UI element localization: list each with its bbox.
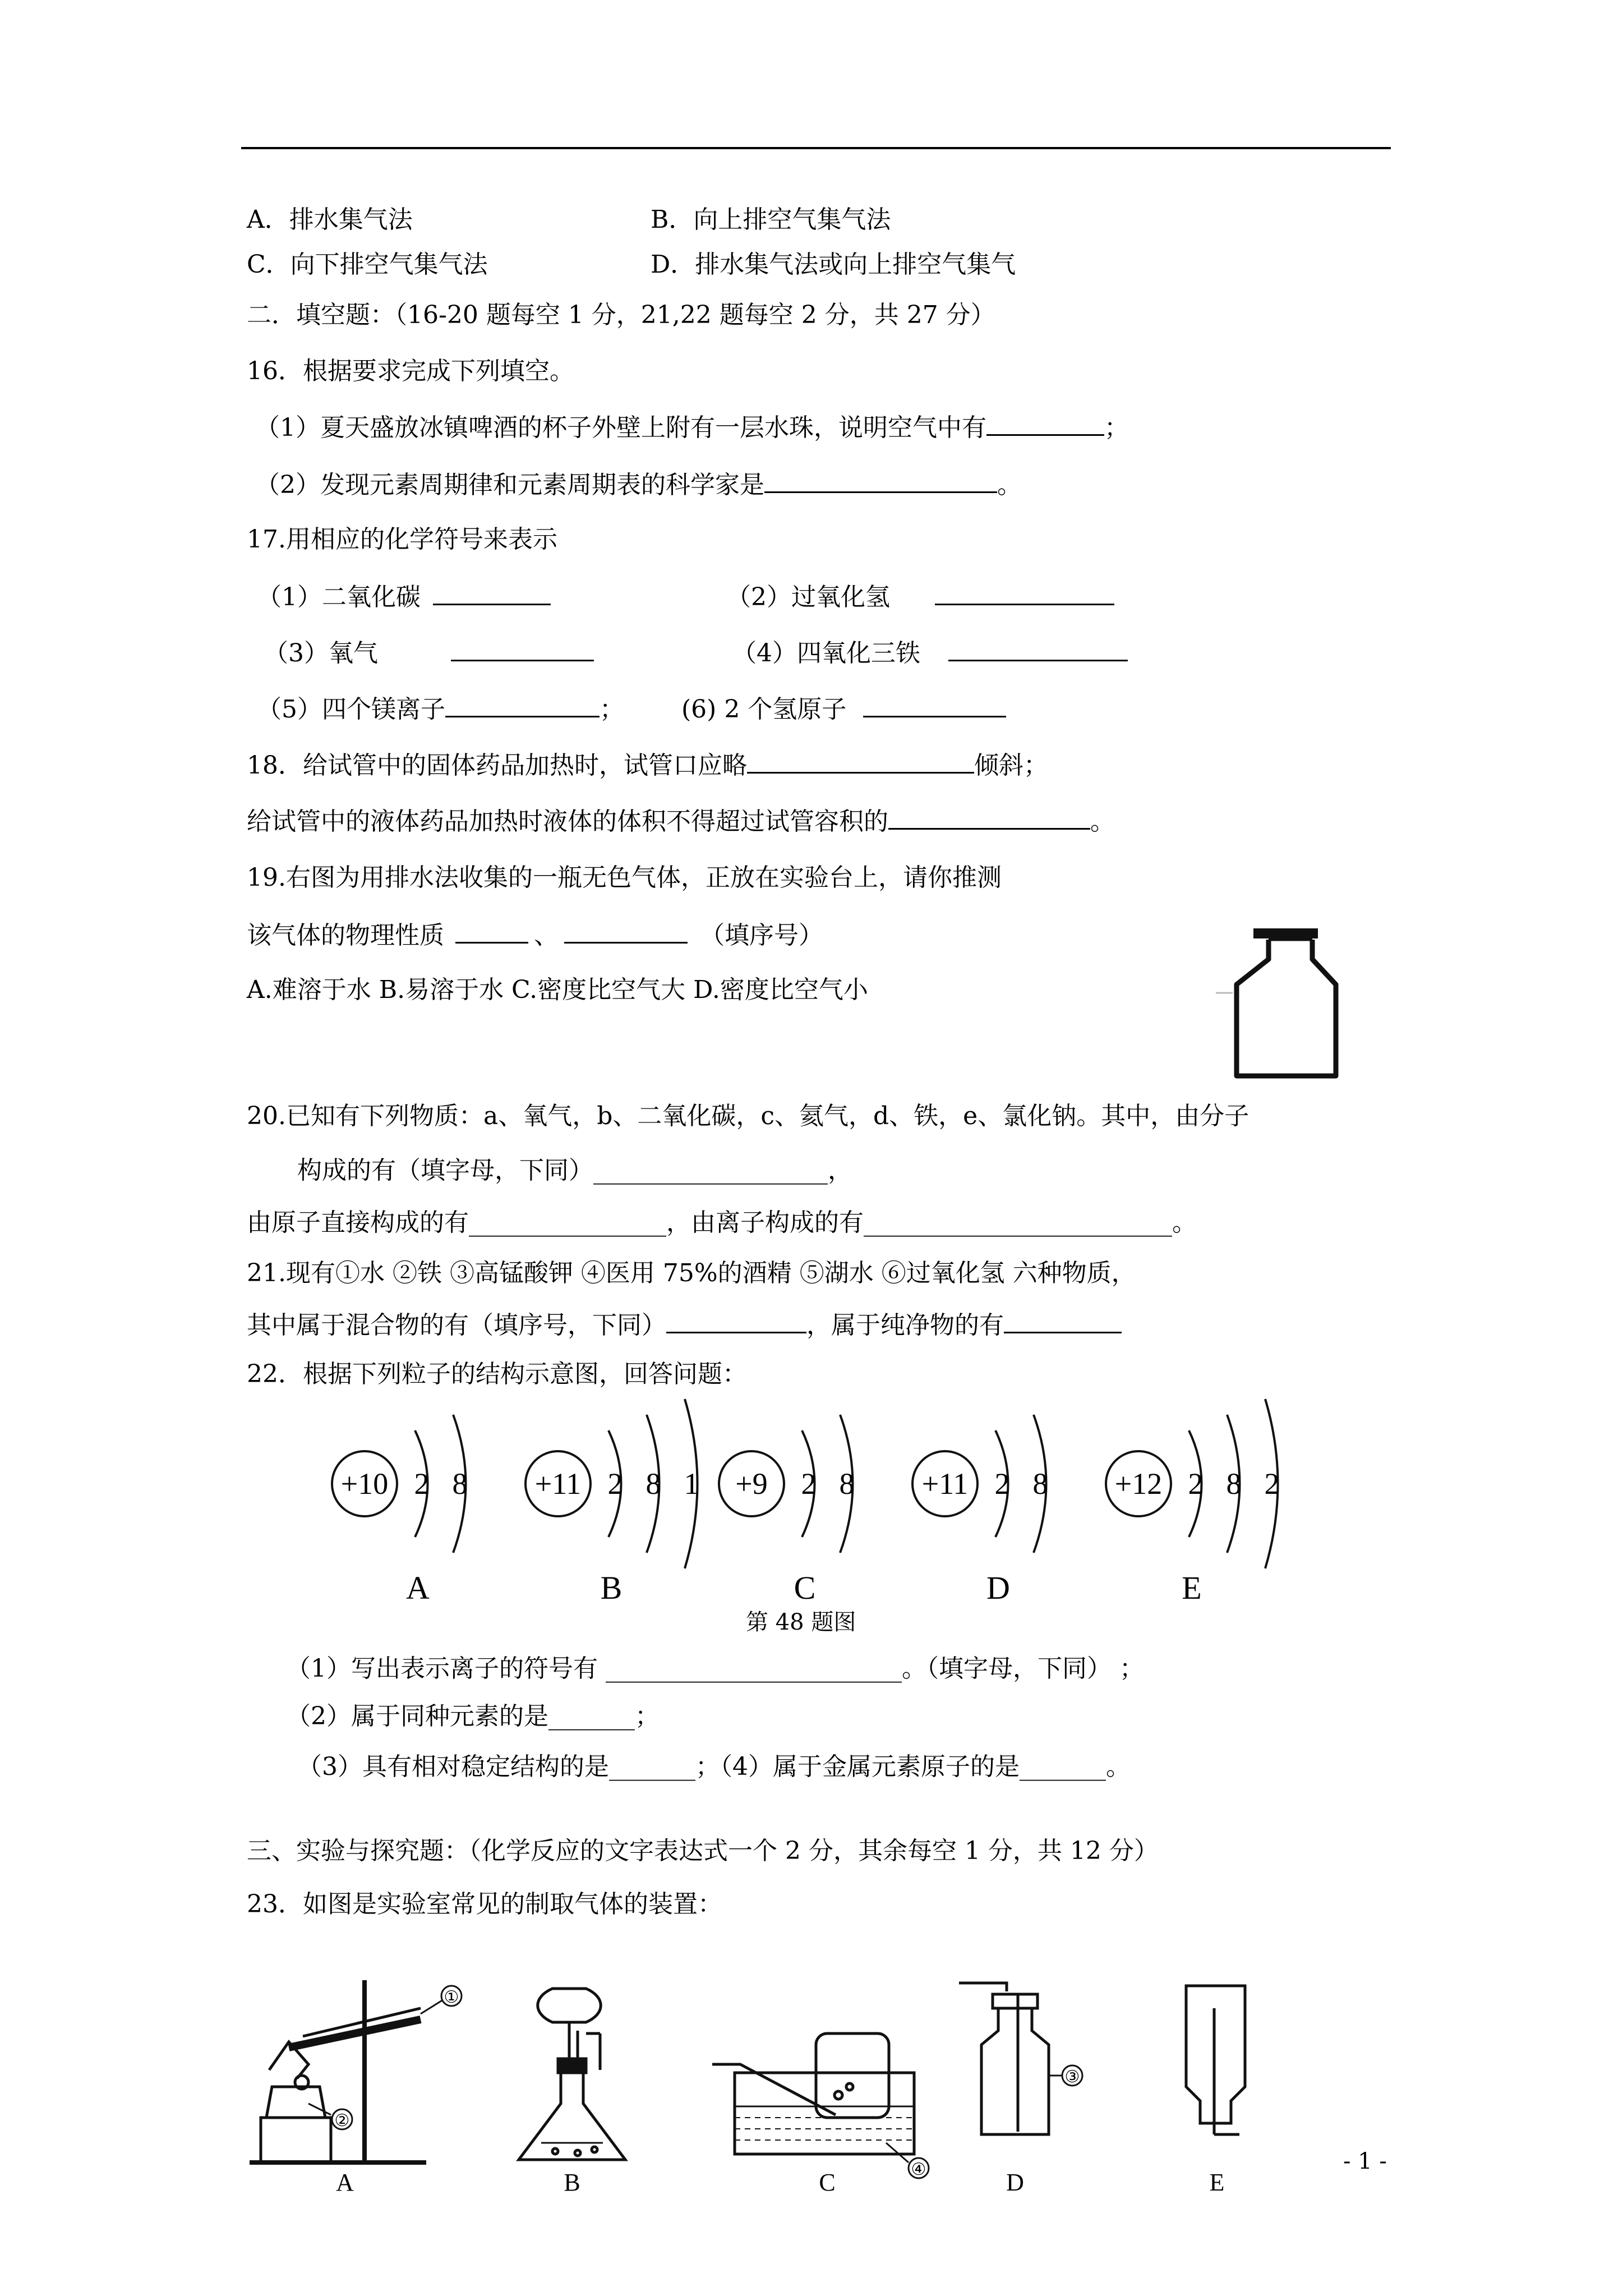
apparatus-e bbox=[1186, 1986, 1245, 2134]
q18-line-2-text: 给试管中的液体药品加热时液体的体积不得超过试管容积的 bbox=[247, 807, 888, 836]
answer-blank[interactable] bbox=[445, 691, 600, 717]
apparatus-label-c: C bbox=[819, 2169, 836, 2196]
q18-line-2-end: 。 bbox=[1090, 807, 1115, 836]
marker-2-label: ② bbox=[334, 2111, 350, 2130]
apparatus-c bbox=[712, 2033, 914, 2154]
q17-item-3 bbox=[264, 635, 594, 670]
section-3-title: 三、实验与探究题：（化学反应的文字表达式一个 2 分，其余每空 1 分，共 12 分） bbox=[247, 1837, 1159, 1865]
q22-sub-3: （3）具有相对稳定结构的是_______；（4）属于金属元素原子的是_______。 bbox=[297, 1752, 1131, 1781]
apparatus-a bbox=[250, 1980, 426, 2162]
nucleus-charge: +10 bbox=[340, 1467, 389, 1501]
answer-blank[interactable] bbox=[888, 803, 1090, 830]
shell-electron-count: 8 bbox=[1032, 1467, 1048, 1501]
bottle-stopper bbox=[1253, 928, 1318, 938]
q17-item-2 bbox=[726, 579, 1114, 614]
q23-stem: 23．如图是实验室常见的制取气体的装置： bbox=[247, 1890, 722, 1918]
q16-item-1 bbox=[255, 409, 1129, 445]
answer-blank[interactable] bbox=[764, 467, 997, 493]
q15-option-a: A．排水集气法 bbox=[247, 205, 413, 234]
answer-blank[interactable] bbox=[451, 635, 594, 661]
q18-line-1-end: 倾斜； bbox=[974, 751, 1048, 780]
q16-item-1-text: （1）夏天盛放冰镇啤酒的杯子外壁上附有一层水珠，说明空气中有 bbox=[255, 413, 986, 442]
answer-blank[interactable] bbox=[666, 1307, 806, 1333]
shell-electron-count: 8 bbox=[452, 1467, 468, 1501]
shell-electron-count: 8 bbox=[1226, 1467, 1242, 1501]
apparatus-label-b: B bbox=[564, 2169, 580, 2196]
answer-blank[interactable] bbox=[433, 579, 551, 605]
answer-blank[interactable] bbox=[1004, 1307, 1122, 1333]
nucleus-charge: +11 bbox=[534, 1467, 582, 1501]
nucleus-charge: +9 bbox=[735, 1467, 768, 1501]
answer-blank[interactable] bbox=[863, 691, 1006, 717]
q18-line-1-text: 18．给试管中的固体药品加热时，试管口应略 bbox=[247, 751, 747, 780]
shell-electron-count: 2 bbox=[1264, 1467, 1280, 1501]
answer-blank[interactable] bbox=[564, 917, 688, 944]
q18-line-1 bbox=[247, 747, 1048, 783]
q19-line-2-text: 该气体的物理性质 bbox=[247, 921, 444, 950]
answer-blank[interactable] bbox=[455, 917, 528, 944]
q19-line-2 bbox=[247, 917, 823, 953]
particle-label: E bbox=[1182, 1570, 1202, 1606]
marker-4-label: ④ bbox=[911, 2160, 926, 2179]
q17-item-1 bbox=[257, 579, 551, 614]
q20-line-2: 构成的有（填字母，下同）___________________， bbox=[297, 1156, 852, 1185]
nucleus-charge: +12 bbox=[1114, 1467, 1163, 1501]
q17-item-5 bbox=[257, 691, 624, 726]
particle-group bbox=[332, 1399, 1280, 1606]
apparatus-label-d: D bbox=[1006, 2169, 1024, 2196]
q22-stem: 22．根据下列粒子的结构示意图，回答问题： bbox=[247, 1360, 747, 1388]
q16-stem: 16．根据要求完成下列填空。 bbox=[247, 357, 574, 385]
q15-option-c: C．向下排空气集气法 bbox=[247, 250, 488, 279]
q21-line-2-text: 其中属于混合物的有（填序号，下同） bbox=[247, 1311, 666, 1340]
particle-label: B bbox=[600, 1570, 623, 1606]
q16-item-1-end: ； bbox=[1104, 413, 1129, 442]
apparatus-label-e: E bbox=[1209, 2169, 1225, 2196]
q15-option-d: D．排水集气法或向上排空气集气 bbox=[651, 250, 1016, 279]
q19-fill-hint: （填序号） bbox=[700, 921, 823, 950]
nucleus-charge: +11 bbox=[921, 1467, 969, 1501]
q18-line-2 bbox=[247, 803, 1115, 839]
q21-stem: 21.现有①水 ②铁 ③高锰酸钾 ④医用 75%的酒精 ⑤湖水 ⑥过氧化氢 六种物质， bbox=[247, 1259, 1136, 1287]
answer-blank[interactable] bbox=[948, 635, 1128, 661]
shell-electron-count: 2 bbox=[801, 1467, 817, 1501]
q17-item-4-text: （4）四氧化三铁 bbox=[732, 639, 920, 668]
answer-blank[interactable] bbox=[747, 747, 974, 774]
shell-electron-count: 2 bbox=[994, 1467, 1010, 1501]
q17-item-5-text: （5）四个镁离子 bbox=[257, 695, 445, 724]
page-number: - 1 - bbox=[1343, 2148, 1387, 2174]
q17-item-6-text: (6) 2 个氢原子 bbox=[681, 695, 847, 724]
q20-stem: 20.已知有下列物质：a、氧气，b、二氧化碳，c、氦气，d、铁，e、氯化钠。其中，由分子 bbox=[247, 1102, 1249, 1130]
q17-item-2-text: （2）过氧化氢 bbox=[726, 583, 890, 611]
apparatus-b bbox=[519, 1989, 625, 2160]
header-rule bbox=[241, 147, 1391, 149]
gas-bottle-figure bbox=[1206, 920, 1352, 1088]
shell-electron-count: 2 bbox=[607, 1467, 623, 1501]
shell-electron-count: 2 bbox=[1188, 1467, 1204, 1501]
q17-item-6 bbox=[681, 691, 1006, 726]
q22-sub-1: （1）写出表示离子的符号有 ________________________。（填字母，下同） ； bbox=[286, 1654, 1144, 1683]
answer-blank[interactable] bbox=[986, 409, 1104, 436]
shell-electron-count: 2 bbox=[414, 1467, 430, 1501]
q22-sub-2: （2）属于同种元素的是_______； bbox=[286, 1702, 660, 1731]
q15-option-b: B．向上排空气集气法 bbox=[651, 205, 891, 234]
figure-caption: 第 48 题图 bbox=[746, 1609, 856, 1635]
marker-3-label: ③ bbox=[1064, 2068, 1080, 2086]
particle-diagrams bbox=[314, 1397, 1352, 1610]
q21-line-2 bbox=[247, 1307, 1122, 1342]
q19-stem: 19.右图为用排水法收集的一瓶无色气体，正放在实验台上，请你推测 bbox=[247, 863, 1002, 892]
particle-label: C bbox=[794, 1570, 816, 1606]
section-2-title: 二．填空题：（16-20 题每空 1 分，21,22 题每空 2 分，共 27 分） bbox=[247, 301, 995, 329]
marker-1-label: ① bbox=[444, 1988, 459, 2007]
shell-electron-count: 1 bbox=[684, 1467, 699, 1501]
apparatus-figure bbox=[236, 1975, 1301, 2199]
q16-item-2-text: （2）发现元素周期律和元素周期表的科学家是 bbox=[255, 471, 764, 499]
shell-electron-count: 8 bbox=[645, 1467, 661, 1501]
q17-item-1-text: （1）二氧化碳 bbox=[257, 583, 421, 611]
bottle-body bbox=[1237, 940, 1336, 1076]
q17-item-4 bbox=[732, 635, 1128, 670]
answer-blank[interactable] bbox=[935, 579, 1114, 605]
q17-item-3-text: （3）氧气 bbox=[264, 639, 378, 668]
shell-electron-count: 8 bbox=[839, 1467, 855, 1501]
q19-separator: 、 bbox=[534, 921, 559, 950]
q16-item-2 bbox=[255, 467, 1022, 502]
q16-item-2-end: 。 bbox=[997, 471, 1022, 499]
particle-label: D bbox=[986, 1570, 1010, 1606]
q20-line-3: 由原子直接构成的有________________，由离子构成的有_________________________。 bbox=[247, 1208, 1197, 1237]
q19-options: A.难溶于水 B.易溶于水 C.密度比空气大 D.密度比空气小 bbox=[247, 976, 868, 1004]
apparatus-d bbox=[959, 1983, 1049, 2134]
q21-line-2-mid: ，属于纯净物的有 bbox=[806, 1311, 1004, 1340]
apparatus-label-a: A bbox=[336, 2169, 354, 2196]
particle-label: A bbox=[406, 1570, 430, 1606]
q17-stem: 17.用相应的化学符号来表示 bbox=[247, 525, 557, 554]
q17-item-5-end: ； bbox=[600, 695, 624, 724]
